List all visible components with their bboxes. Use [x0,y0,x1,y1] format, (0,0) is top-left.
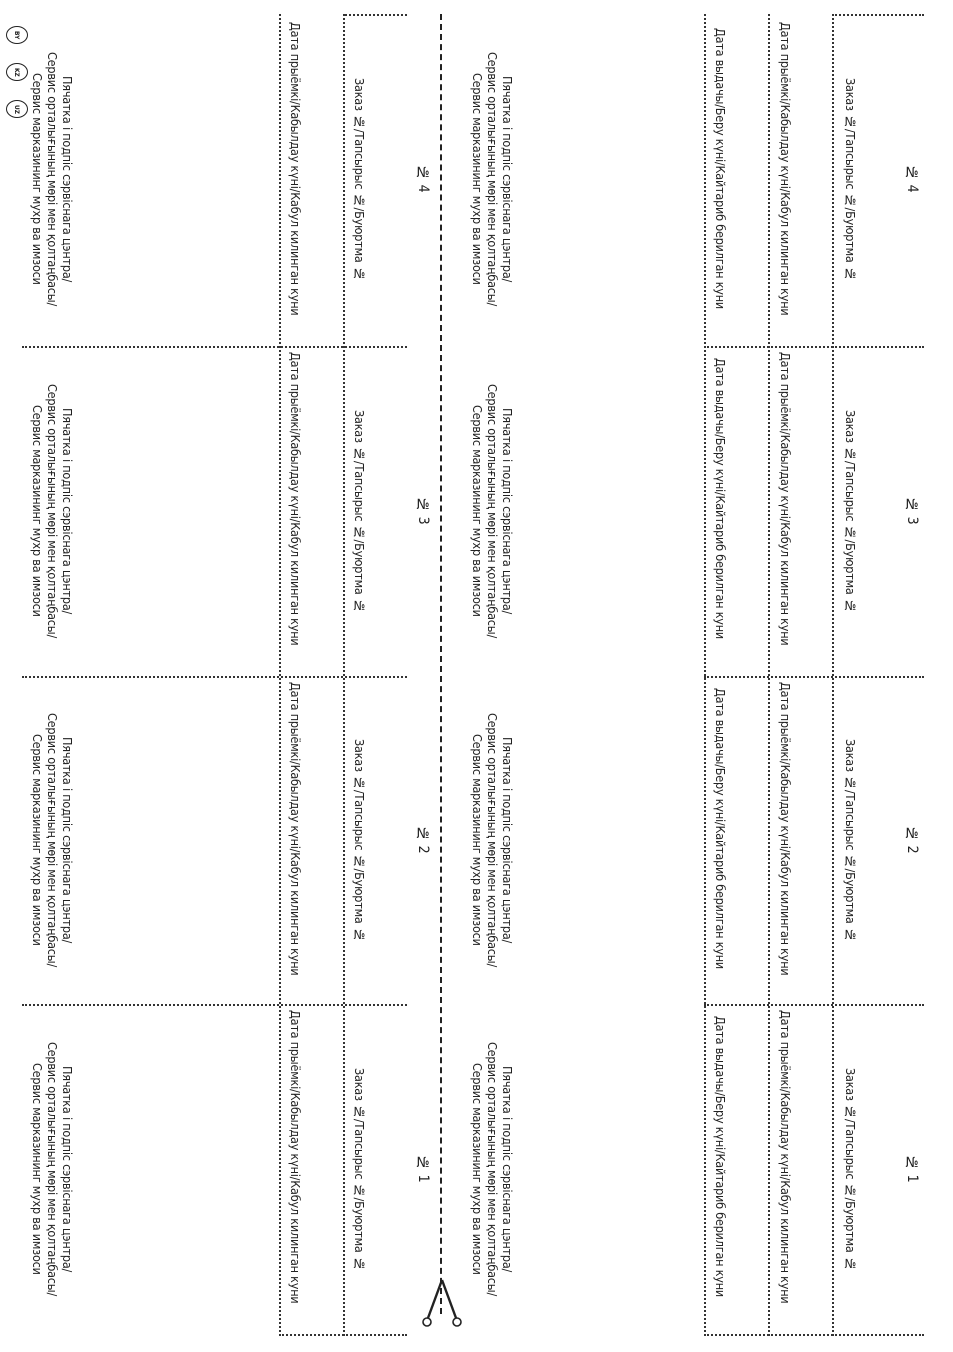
issue-date-label: Дата выдачы/Беру күні/Кайтариб берилган куни [713,688,728,969]
service-stamp-label: Пячатка і подпіс сэрвіснага цэнтра/ Сервис орталығының мөрі мен қолтаңбасы/ Сервис марказининг мухр ва имзоси [470,712,515,968]
issue-date-label: Дата выдачы/Беру күні/Кайтариб берилган куни [713,1016,728,1297]
accept-date-label: Дата прыёмкі/Кабылдау күні/Кабул килинган куни [778,22,793,316]
order-number-label: Заказ №/Тапсырыс №/Буюртма № [843,77,858,281]
language-badge-kz: KZ [6,63,28,81]
coupon-number: № 1 [904,1155,920,1183]
divider-horizontal [22,1004,407,1006]
divider-vertical [768,14,770,1336]
order-number-label: Заказ №/Тапсырыс №/Буюртма № [352,738,367,942]
coupon-number: № 4 [415,165,431,193]
coupon-number: № 3 [415,497,431,525]
coupon-number: № 3 [904,497,920,525]
accept-date-label: Дата прыёмкі/Кабылдау күні/Кабул килинган куни [288,22,303,316]
coupon-number: № 1 [415,1155,431,1183]
divider-horizontal [22,346,407,348]
service-stamp-label: Пячатка і подпіс сэрвіснага цэнтра/ Сервис орталығының мөрі мен қолтаңбасы/ Сервис марказининг мухр ва имзоси [30,51,75,307]
divider-horizontal [279,1334,407,1336]
issue-date-label: Дата выдачы/Беру күні/Кайтариб берилган куни [713,28,728,309]
language-badge-uz: UZ [6,100,28,118]
service-stamp-label: Пячатка і подпіс сэрвіснага цэнтра/ Сервис орталығының мөрі мен қолтаңбасы/ Сервис марказининг мухр ва имзоси [470,383,515,639]
order-number-label: Заказ №/Тапсырыс №/Буюртма № [352,77,367,281]
divider-vertical [704,14,706,1336]
divider-horizontal [704,1334,924,1336]
accept-date-label: Дата прыёмкі/Кабылдау күні/Кабул килинган куни [288,1010,303,1304]
service-stamp-label: Пячатка і подпіс сэрвіснага цэнтра/ Сервис орталығының мөрі мен қолтаңбасы/ Сервис марказининг мухр ва имзоси [30,712,75,968]
order-number-label: Заказ №/Тапсырыс №/Буюртма № [843,738,858,942]
service-stamp-label: Пячатка і подпіс сэрвіснага цэнтра/ Сервис орталығының мөрі мен қолтаңбасы/ Сервис марказининг мухр ва имзоси [30,383,75,639]
order-number-label: Заказ №/Тапсырыс №/Буюртма № [843,409,858,613]
issue-date-label: Дата выдачы/Беру күні/Кайтариб берилган куни [713,358,728,639]
order-number-label: Заказ №/Тапсырыс №/Буюртма № [352,1067,367,1271]
accept-date-label: Дата прыёмкі/Кабылдау күні/Кабул килинган куни [288,352,303,646]
accept-date-label: Дата прыёмкі/Кабылдау күні/Кабул килинган куни [778,682,793,976]
language-badge-by: BY [6,26,28,44]
divider-vertical [832,14,834,1336]
cut-line [440,14,442,1314]
divider-horizontal [704,346,924,348]
accept-date-label: Дата прыёмкі/Кабылдау күні/Кабул килинган куни [288,682,303,976]
accept-date-label: Дата прыёмкі/Кабылдау күні/Кабул килинган куни [778,1010,793,1304]
divider-vertical [343,14,345,1336]
service-stamp-label: Пячатка і подпіс сэрвіснага цэнтра/ Сервис орталығының мөрі мен қолтаңбасы/ Сервис марказининг мухр ва имзоси [470,1041,515,1297]
divider-horizontal [704,676,924,678]
coupon-number: № 2 [415,826,431,854]
order-number-label: Заказ №/Тапсырыс №/Буюртма № [352,409,367,613]
divider-vertical [279,14,281,1336]
divider-horizontal [22,676,407,678]
divider-horizontal [704,1004,924,1006]
order-number-label: Заказ №/Тапсырыс №/Буюртма № [843,1067,858,1271]
service-stamp-label: Пячатка і подпіс сэрвіснага цэнтра/ Сервис орталығының мөрі мен қолтаңбасы/ Сервис марказининг мухр ва имзоси [470,51,515,307]
coupon-number: № 2 [904,826,920,854]
service-stamp-label: Пячатка і подпіс сэрвіснага цэнтра/ Сервис орталығының мөрі мен қолтаңбасы/ Сервис марказининг мухр ва имзоси [30,1041,75,1297]
coupon-number: № 4 [904,165,920,193]
accept-date-label: Дата прыёмкі/Кабылдау күні/Кабул килинган куни [778,352,793,646]
